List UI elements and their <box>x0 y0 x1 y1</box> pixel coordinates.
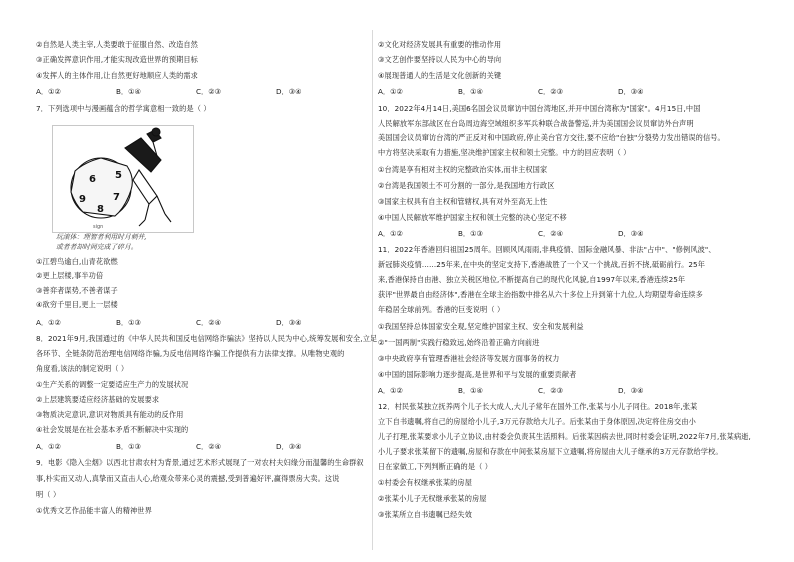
text-line: ③善弈者谋势,不善者谋子 <box>36 286 118 295</box>
text-line: 儿子打理,张某要求小儿子立协议,由村委会负责其生活照料。后张某因病去世,同时村委会证明,2022年7月,张某病逝, <box>378 432 751 441</box>
text-line: ②文化对经济发展具有重要的推动作用 <box>378 40 502 49</box>
text-line: 立下自书遗嘱,将自己的房屋给小儿子,3万元存款给大儿子。后张某由于身体原因,决定将住房交由小 <box>378 417 696 426</box>
text-line: 新冠肺炎疫情……25年来,在中央的坚定支持下,香港战胜了一个又一个挑战,百折不挠,砥砺前行。25年 <box>378 260 706 269</box>
svg-text:sign: sign <box>93 224 104 230</box>
text-line: ②"一国两制"实践行稳致远,始终沿着正确方向前进 <box>378 338 540 347</box>
text-line: ②上层建筑要适应经济基础的发展要求 <box>36 395 160 404</box>
text-line: ④发挥人的主体作用,让自然更好地顺应人类的需求 <box>36 71 198 80</box>
option-a: A．①② <box>378 386 403 395</box>
option-c: C．②③ <box>196 87 222 96</box>
option-b: B．①③ <box>458 229 484 238</box>
svg-text:9: 9 <box>79 194 86 205</box>
text-line: 年稳居全球前列。香港的巨变说明（ ） <box>378 305 505 314</box>
question-11-stem: 11．2022年香港回归祖国25周年。回顾风风雨雨,非典疫情、国际金融风暴、非法"占中"、"修例风波"、 <box>378 245 716 254</box>
text-line: ③文艺创作要坚持以人民为中心的导向 <box>378 55 502 64</box>
text-line: 角度看,该法的制定说明（ ） <box>36 364 129 373</box>
option-b: B．①③ <box>116 318 142 327</box>
question-7-stem: 7．下列选项中与漫画蕴含的哲学寓意相一致的是（ ） <box>36 104 211 113</box>
text-line: ①江碧鸟逾白,山青花欲燃 <box>36 257 118 266</box>
cartoon-image <box>52 125 194 233</box>
option-b: B．①④ <box>458 87 484 96</box>
option-d: D．③④ <box>618 386 644 395</box>
text-line: ①台湾是享有相对主权的完整政治实体,而非主权国家 <box>378 165 548 174</box>
question-12-stem: 12．村民张某独立抚养两个儿子长大成人,大儿子常年在国外工作,张某与小儿子同住。2018年,张某 <box>378 402 698 411</box>
text-line: 来,香港保持自由港、独立关税区地位,不断提高自己的现代化风貌,自1997年以来,香港连续25年 <box>378 275 686 284</box>
option-b: B．①④ <box>458 386 484 395</box>
option-d: D．③④ <box>276 442 302 451</box>
option-d: D．③④ <box>276 87 302 96</box>
svg-text:7: 7 <box>113 192 120 203</box>
text-line: 各环节、全链条防范治理电信网络诈骗,为反电信网络诈骗工作提供有力法律支撑。从唯物史观的 <box>36 349 345 358</box>
cartoon-caption: 或者者却时间完成了碎月。 <box>56 243 138 251</box>
text-line: ①生产关系的调整一定要适应生产力的发展状况 <box>36 380 189 389</box>
text-line: ③物质决定意识,意识对物质具有能动的反作用 <box>36 410 184 419</box>
option-c: C．②④ <box>196 318 222 327</box>
text-line: 事,朴实而又动人,真挚而又直击人心,给观众带来心灵的震撼,受到普遍好评,赢得票房大卖。这说 <box>36 474 340 483</box>
text-line: 日在家做工,下列判断正确的是（ ） <box>378 462 493 471</box>
text-line: ②自然是人类主宰,人类要敢于征服自然、改造自然 <box>36 40 198 49</box>
text-line: 美国国会议员窜访台湾的严正反对和中国政府,停止美台官方交往,要不应给"台独"分裂势力发出错误的信号。 <box>378 133 725 142</box>
option-b: B．①④ <box>116 87 142 96</box>
option-d: D．③④ <box>618 229 644 238</box>
text-line: 获评"世界最自由经济体",香港在全球主治指数中排名从六十多位上升到第十九位,人均期望寿命连续多 <box>378 290 703 299</box>
text-line: ③正确发挥意识作用,才能实现改造世界的预期目标 <box>36 55 198 64</box>
option-d: D．③④ <box>276 318 302 327</box>
column-divider <box>372 30 373 550</box>
text-line: 人民解放军东部战区在台岛周边海空域组织多军兵种联合战备警巡,并为美国国会议员窜访外台声明 <box>378 119 694 128</box>
cartoon-drawing <box>53 126 193 232</box>
option-c: C．②③ <box>538 87 564 96</box>
option-c: C．②③ <box>538 386 564 395</box>
text-line: ④中国的国际影响力逐步提高,是世界和平与发展的重要贡献者 <box>378 370 577 379</box>
text-line: 中方将坚决采取有力措施,坚决维护国家主权和领土完整。中方的回应表明（ ） <box>378 148 631 157</box>
text-line: ②张某小儿子无权继承张某的房屋 <box>378 494 487 503</box>
text-line: 小儿子要求张某留下的遗嘱,房屋和存款在中间张某房屋下立遗嘱,将房屋由大儿子继承的3万元存款给学校。 <box>378 447 723 456</box>
text-line: ①优秀文艺作品能丰富人的精神世界 <box>36 506 152 515</box>
option-a: A．①② <box>378 229 403 238</box>
text-line: ③国家主权具有自主权和管辖权,具有对外至高无上性 <box>378 197 548 206</box>
text-line: ②台湾是我国领土不可分割的一部分,是我国地方行政区 <box>378 181 555 190</box>
option-d: D．③④ <box>618 87 644 96</box>
option-c: C．②④ <box>538 229 564 238</box>
question-10-stem: 10．2022年4月14日,美国6名国会议员窜访中国台湾地区,并开中国台湾称为"国家"。4月15日,中国 <box>378 104 701 113</box>
option-b: B．①③ <box>116 442 142 451</box>
text-line: 明（ ） <box>36 490 61 499</box>
text-line: ①村委会有权继承张某的房屋 <box>378 478 472 487</box>
text-line: ④欲穷千里目,更上一层楼 <box>36 300 118 309</box>
option-a: A．①② <box>36 87 61 96</box>
text-line: ④展现普通人的生活是文化创新的关键 <box>378 71 502 80</box>
svg-text:8: 8 <box>97 204 104 215</box>
text-line: ②更上层楼,事半功倍 <box>36 271 104 280</box>
text-line: ④社会发展是在社会基本矛盾不断解决中实现的 <box>36 425 189 434</box>
cartoon-caption: 玩滚体：理智者利用时月刺井, <box>56 233 147 241</box>
text-line: ④中国人民解放军维护国家主权和领土完整的决心坚定不移 <box>378 213 567 222</box>
question-9-stem: 9．电影《隐入尘烟》以西北甘肃农村为背景,通过艺术形式展现了一对农村夫妇缘分而温馨的生命群叙 <box>36 458 364 467</box>
option-a: A．①② <box>36 318 61 327</box>
option-a: A．①② <box>36 442 61 451</box>
text-line: ③张某所立自书遗嘱已经失效 <box>378 510 472 519</box>
svg-text:6: 6 <box>89 174 96 185</box>
option-a: A．①② <box>378 87 403 96</box>
text-line: ①我国坚持总体国家安全观,坚定维护国家主权、安全和发展利益 <box>378 322 584 331</box>
option-c: C．②④ <box>196 442 222 451</box>
text-line: ③中央政府享有管理香港社会经济等发展方面事务的权力 <box>378 354 560 363</box>
question-8-stem: 8．2021年9月,我国通过的《中华人民共和国反电信网络诈骗法》坚持以人民为中心,统筹发展和安全,立足 <box>36 334 378 343</box>
svg-text:5: 5 <box>115 170 122 181</box>
